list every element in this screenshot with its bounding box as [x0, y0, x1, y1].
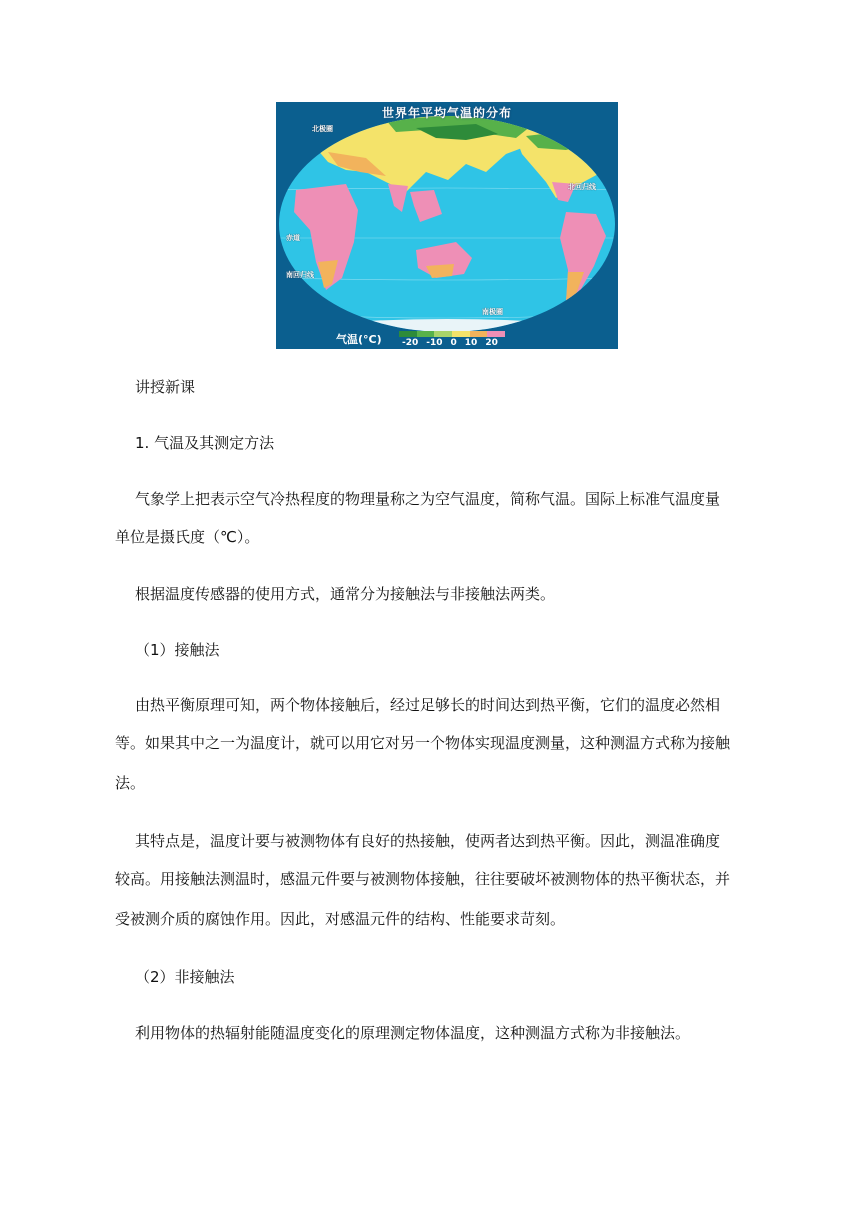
legend-swatch — [487, 331, 505, 337]
legend-swatch — [470, 331, 488, 337]
map-title: 世界年平均气温的分布 — [381, 106, 512, 120]
label-antarctic-circle: 南极圈 — [482, 308, 503, 316]
paragraph-line: 法。 — [115, 774, 146, 792]
legend-tick: 20 — [485, 338, 498, 348]
paragraph-line: 其特点是，温度计要与被测物体有良好的热接触，使两者达到热平衡。因此，测温准确度 — [135, 832, 721, 850]
legend-color-bar — [399, 331, 505, 337]
world-temperature-map — [276, 102, 618, 349]
paragraph-line: 等。如果其中之一为温度计，就可以用它对另一个物体实现温度测量，这种测温方式称为接触 — [115, 734, 731, 752]
legend-tick: -20 — [402, 338, 419, 348]
map-graphic — [276, 102, 618, 349]
legend-tick: 10 — [464, 338, 478, 348]
paragraph-line: 根据温度传感器的使用方式，通常分为接触法与非接触法两类。 — [135, 585, 556, 603]
label-tropic-cancer: 北回归线 — [568, 183, 596, 191]
legend-title: 气温(°C) — [336, 333, 382, 346]
legend-swatch — [417, 331, 435, 337]
paragraph-line: 较高。用接触法测温时，感温元件要与被测物体接触，往往要破坏被测物体的热平衡状态，并 — [115, 870, 731, 888]
heading-temperature-measurement: 1. 气温及其测定方法 — [135, 434, 275, 452]
label-arctic-circle: 北极圈 — [312, 125, 333, 133]
legend-swatch — [399, 331, 417, 337]
map-legend — [336, 328, 566, 346]
label-equator: 赤道 — [286, 234, 300, 242]
label-tropic-capricorn: 南回归线 — [286, 271, 314, 279]
paragraph-line: 利用物体的热辐射能随温度变化的原理测定物体温度，这种测温方式称为非接触法。 — [135, 1024, 691, 1042]
subheading-contact-method: （1）接触法 — [135, 641, 220, 659]
legend-swatch — [434, 331, 452, 337]
legend-tick: -10 — [426, 338, 443, 348]
paragraph-line: 由热平衡原理可知，两个物体接触后，经过足够长的时间达到热平衡，它们的温度必然相 — [135, 696, 721, 714]
legend-swatch — [452, 331, 470, 337]
legend-tick: 0 — [450, 338, 457, 348]
legend-ticks — [402, 338, 498, 348]
section-title: 讲授新课 — [135, 378, 196, 396]
paragraph-line: 受被测介质的腐蚀作用。因此，对感温元件的结构、性能要求苛刻。 — [115, 910, 566, 928]
subheading-noncontact-method: （2）非接触法 — [135, 968, 235, 986]
paragraph-line: 单位是摄氏度（℃）。 — [115, 528, 260, 546]
paragraph-line: 气象学上把表示空气冷热程度的物理量称之为空气温度，简称气温。国际上标准气温度量 — [135, 490, 721, 508]
